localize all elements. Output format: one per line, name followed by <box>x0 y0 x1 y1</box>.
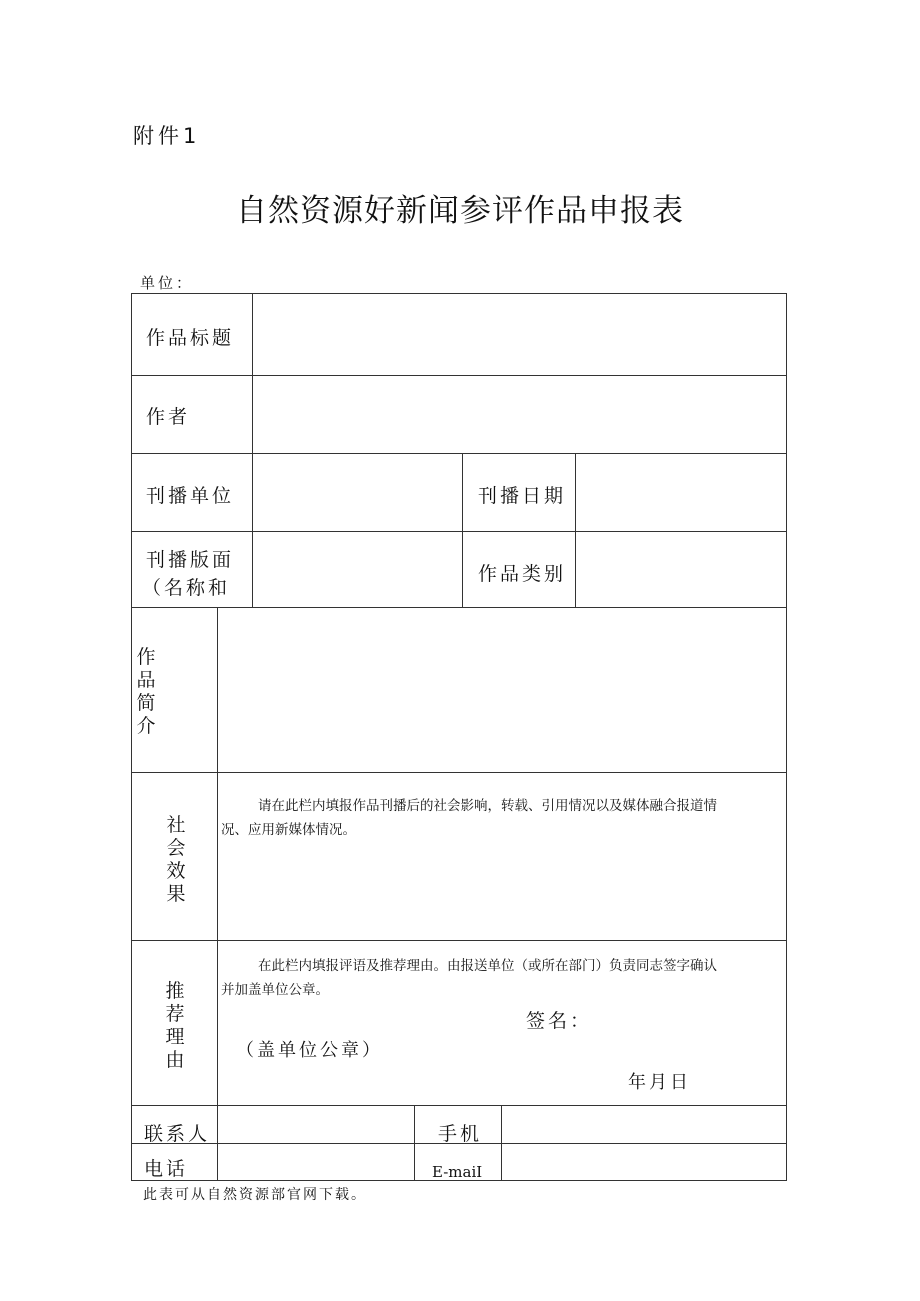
work-title-field[interactable] <box>253 294 786 375</box>
page-title: 自然资源好新闻参评作品申报表 <box>236 193 684 229</box>
layout-label-line2: （名称和 <box>142 577 231 599</box>
work-title-label: 作品标题 <box>146 327 235 349</box>
social-effect-label: 社 会 效 果 <box>166 814 186 905</box>
publisher-label: 刊播单位 <box>146 485 235 507</box>
category-label: 作品类别 <box>478 563 567 585</box>
contact-label: 联系人 <box>144 1123 211 1145</box>
publisher-field[interactable] <box>253 454 462 531</box>
contact-field[interactable] <box>218 1106 414 1143</box>
social-effect-note-line2: 况、应用新媒体情况。 <box>221 822 356 838</box>
email-field[interactable] <box>502 1144 786 1180</box>
unit-label: 单位： <box>140 274 195 292</box>
layout-label-line1: 刊播版面 <box>146 549 235 571</box>
intro-label: 作 品 简 介 <box>136 646 156 737</box>
recommendation-note-line2: 并加盖单位公章。 <box>221 982 329 998</box>
category-field[interactable] <box>576 532 786 607</box>
social-effect-field[interactable] <box>218 844 786 940</box>
signature-label: 签名： <box>526 1010 593 1032</box>
mobile-field[interactable] <box>502 1106 786 1143</box>
phone-label: 电话 <box>144 1158 189 1180</box>
author-field[interactable] <box>253 376 786 453</box>
publish-date-field[interactable] <box>576 454 786 531</box>
recommendation-note-line1: 在此栏内填报评语及推荐理由。由报送单位（或所在部门）负责同志签字确认 <box>258 958 717 974</box>
author-label: 作者 <box>146 406 191 428</box>
footer-note: 此表可从自然资源部官网下载。 <box>143 1187 367 1203</box>
seal-label: （盖单位公章） <box>236 1040 383 1061</box>
phone-field[interactable] <box>218 1144 414 1180</box>
publish-date-label: 刊播日期 <box>478 485 567 507</box>
annex-label: 附件1 <box>133 124 201 148</box>
application-form <box>131 293 787 1181</box>
email-label: E-maiI <box>432 1163 483 1181</box>
layout-field[interactable] <box>253 532 462 607</box>
mobile-label: 手机 <box>438 1123 483 1145</box>
date-label: 年月日 <box>628 1072 691 1093</box>
social-effect-note-line1: 请在此栏内填报作品刊播后的社会影响，转载、引用情况以及媒体融合报道情 <box>258 798 717 814</box>
recommendation-label: 推 荐 理 由 <box>165 980 185 1071</box>
intro-field[interactable] <box>218 608 786 772</box>
